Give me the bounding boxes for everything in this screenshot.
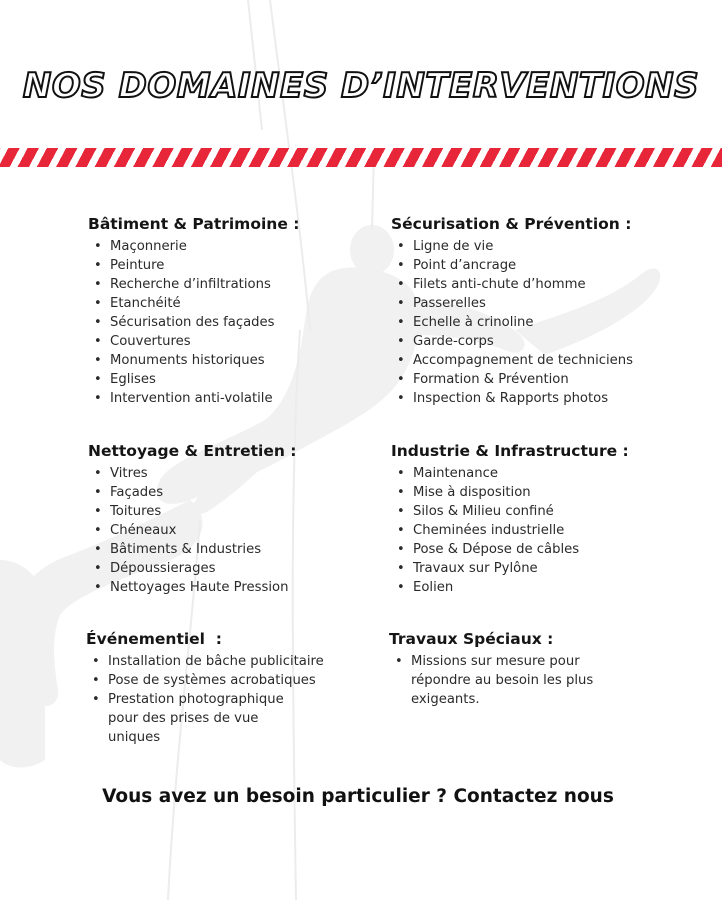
list-item: • Toitures bbox=[94, 504, 162, 519]
section-travaux-speciaux bbox=[389, 630, 643, 709]
list-item: • Garde-corps bbox=[397, 334, 494, 349]
bullet-icon: • bbox=[94, 372, 102, 387]
bullet-icon: • bbox=[94, 391, 102, 406]
service-list bbox=[391, 237, 633, 408]
section-heading: Nettoyage & Entretien : bbox=[88, 442, 297, 460]
list-item: • Monuments historiques bbox=[94, 353, 265, 368]
bullet-icon: • bbox=[397, 391, 405, 406]
section-heading: Travaux Spéciaux : bbox=[389, 630, 554, 648]
list-item: • Eglises bbox=[94, 372, 156, 387]
bullet-icon: • bbox=[94, 277, 102, 292]
list-item: • Echelle à crinoline bbox=[397, 315, 534, 330]
list-item: • Travaux sur Pylône bbox=[397, 561, 538, 576]
bullet-icon: • bbox=[397, 504, 405, 519]
bullet-icon: • bbox=[94, 523, 102, 538]
bullet-icon: • bbox=[397, 239, 405, 254]
bullet-icon: • bbox=[94, 485, 102, 500]
bullet-icon: • bbox=[94, 315, 102, 330]
bullet-icon: • bbox=[397, 466, 405, 481]
list-item: • Recherche d’infiltrations bbox=[94, 277, 271, 292]
bullet-icon: • bbox=[94, 353, 102, 368]
list-item: • Installation de bâche publicitaire bbox=[92, 654, 324, 669]
list-item: • Accompagnement de techniciens bbox=[397, 353, 634, 368]
list-item: • Missions sur mesure pour répondre au besoin les plus exigeants. bbox=[395, 654, 594, 707]
bullet-icon: • bbox=[395, 654, 403, 669]
section-securisation-prevention bbox=[391, 215, 633, 408]
service-list bbox=[88, 464, 297, 597]
section-heading: Bâtiment & Patrimoine : bbox=[88, 215, 300, 233]
section-heading: Industrie & Infrastructure : bbox=[391, 442, 629, 460]
list-item: • Point d’ancrage bbox=[397, 258, 517, 273]
list-item: • Inspection & Rapports photos bbox=[397, 391, 609, 406]
bullet-icon: • bbox=[94, 334, 102, 349]
bullet-icon: • bbox=[94, 239, 102, 254]
bullet-icon: • bbox=[397, 561, 405, 576]
bullet-icon: • bbox=[94, 561, 102, 576]
section-nettoyage-entretien bbox=[88, 442, 297, 597]
list-item: • Etanchéité bbox=[94, 296, 181, 311]
bullet-icon: • bbox=[94, 296, 102, 311]
bullet-icon: • bbox=[397, 334, 405, 349]
list-item: • Pose & Dépose de câbles bbox=[397, 542, 580, 557]
bullet-icon: • bbox=[397, 485, 405, 500]
list-item: • Couvertures bbox=[94, 334, 191, 349]
bullet-icon: • bbox=[94, 466, 102, 481]
bullet-icon: • bbox=[397, 315, 405, 330]
bullet-icon: • bbox=[397, 258, 405, 273]
section-heading: Sécurisation & Prévention : bbox=[391, 215, 632, 233]
bullet-icon: • bbox=[397, 580, 405, 595]
list-item: • Maintenance bbox=[397, 466, 498, 481]
bullet-icon: • bbox=[92, 673, 100, 688]
bullet-icon: • bbox=[397, 523, 405, 538]
list-item: • Bâtiments & Industries bbox=[94, 542, 262, 557]
list-item: • Sécurisation des façades bbox=[94, 315, 275, 330]
list-item: • Maçonnerie bbox=[94, 239, 187, 254]
bullet-icon: • bbox=[397, 277, 405, 292]
service-list bbox=[389, 652, 643, 709]
list-item: • Filets anti-chute d’homme bbox=[397, 277, 586, 292]
bullet-icon: • bbox=[94, 504, 102, 519]
list-item: • Passerelles bbox=[397, 296, 486, 311]
red-white-hazard-stripe bbox=[0, 148, 722, 167]
list-item: • Ligne de vie bbox=[397, 239, 494, 254]
contact-call-to-action: Vous avez un besoin particulier ? Contactez nous bbox=[102, 786, 614, 807]
list-item: • Formation & Prévention bbox=[397, 372, 569, 387]
list-item: • Intervention anti-volatile bbox=[94, 391, 273, 406]
section-evenementiel bbox=[86, 630, 324, 747]
list-item: • Façades bbox=[94, 485, 164, 500]
bullet-icon: • bbox=[92, 692, 100, 707]
list-item: • Cheminées industrielle bbox=[397, 523, 565, 538]
list-item: • Eolien bbox=[397, 580, 454, 595]
list-item: • Mise à disposition bbox=[397, 485, 531, 500]
bullet-icon: • bbox=[92, 654, 100, 669]
list-item: • Vitres bbox=[94, 466, 148, 481]
bullet-icon: • bbox=[94, 258, 102, 273]
list-item: • Chéneaux bbox=[94, 523, 177, 538]
service-list bbox=[391, 464, 629, 597]
section-batiment-patrimoine bbox=[88, 215, 299, 408]
bullet-icon: • bbox=[397, 542, 405, 557]
bullet-icon: • bbox=[94, 542, 102, 557]
section-heading: Événementiel : bbox=[86, 630, 222, 648]
page-title: NOS DOMAINES D’INTERVENTIONS bbox=[22, 66, 700, 106]
list-item: • Silos & Milieu confiné bbox=[397, 504, 554, 519]
bullet-icon: • bbox=[397, 296, 405, 311]
bullet-icon: • bbox=[397, 353, 405, 368]
section-industrie-infrastructure bbox=[391, 442, 629, 597]
list-item: • Dépoussierages bbox=[94, 561, 216, 576]
service-list bbox=[86, 652, 324, 747]
bullet-icon: • bbox=[94, 580, 102, 595]
service-list bbox=[88, 237, 299, 408]
list-item: • Nettoyages Haute Pression bbox=[94, 580, 289, 595]
bullet-icon: • bbox=[397, 372, 405, 387]
list-item: • Pose de systèmes acrobatiques bbox=[92, 673, 316, 688]
list-item: • Prestation photographique pour des prises de vue uniques bbox=[92, 692, 284, 745]
list-item: • Peinture bbox=[94, 258, 165, 273]
